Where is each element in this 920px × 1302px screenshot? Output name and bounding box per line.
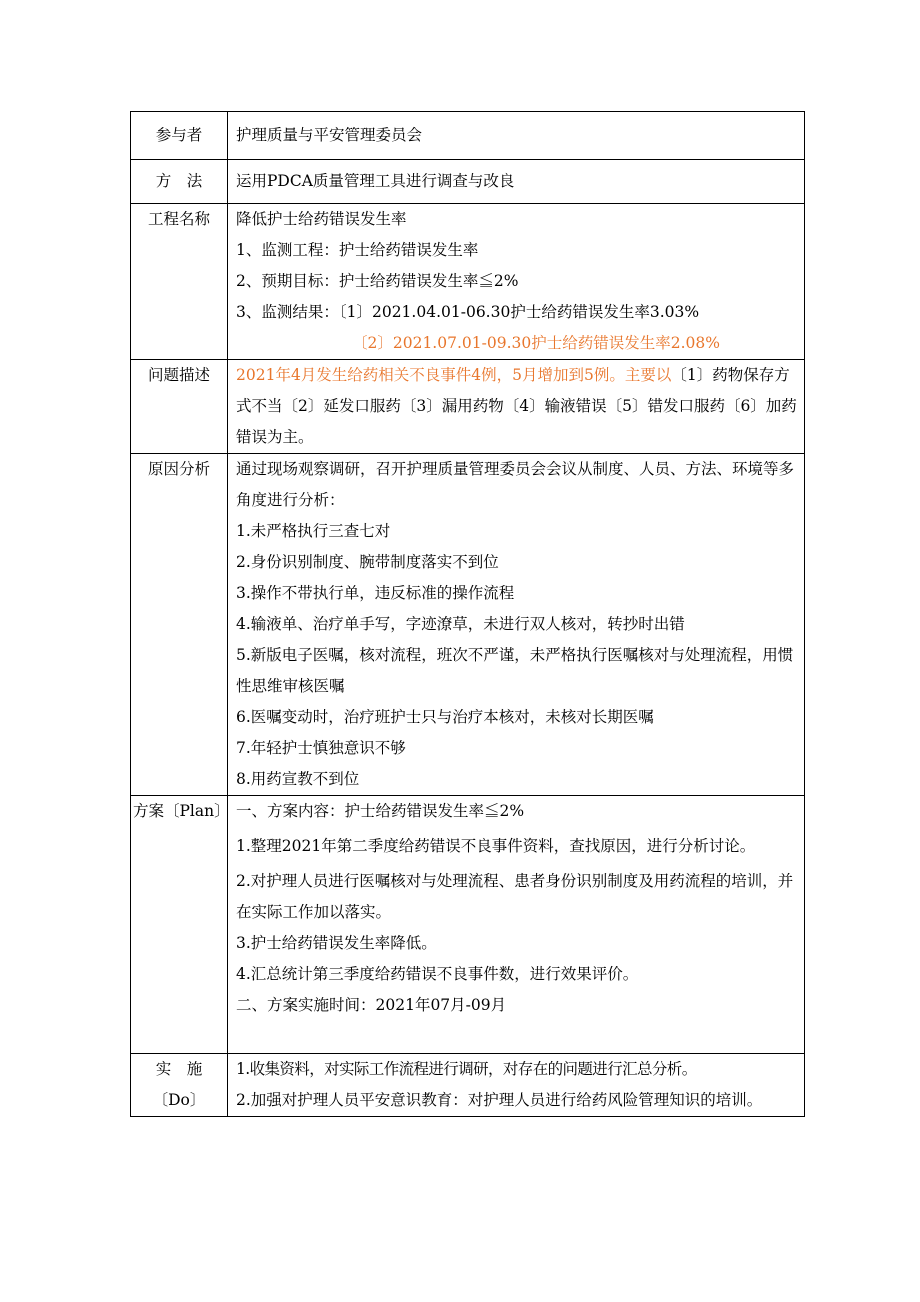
plan-item-3: 3.护士给药错误发生率降低。: [236, 934, 437, 952]
report-table: [130, 111, 805, 1117]
problem-highlight: 2021年4月发生给药相关不良事件4例，5月增加到5例。主要以: [236, 366, 672, 384]
row-participants: [131, 112, 805, 160]
do-item-1: 1.收集资料，对实际工作流程进行调研，对存在的问题进行汇总分析。: [236, 1060, 697, 1078]
plan-heading: 一、方案内容：护士给药错误发生率≦2%: [236, 802, 525, 820]
cause-item-2: 2.身份识别制度、腕带制度落实不到位: [236, 553, 499, 571]
project-title: 降低护士给药错误发生率: [236, 210, 407, 228]
cause-label: 原因分析: [131, 454, 228, 796]
plan-item-2: 2.对护理人员进行医嘱核对与处理流程、患者身份识别制度及用药流程的培训，并在实际工作加以落实。: [236, 872, 794, 921]
plan-item-1: 1.整理2021年第二季度给药错误不良事件资料，查找原因，进行分析讨论。: [236, 837, 756, 855]
project-content: [228, 204, 805, 360]
row-do: [131, 1054, 805, 1117]
do-label-bottom: 〔Do〕: [152, 1091, 206, 1109]
do-item-2: 2.加强对护理人员平安意识教育：对护理人员进行给药风险管理知识的培训。: [236, 1091, 763, 1109]
method-value: 运用PDCA质量管理工具进行调查与改良: [228, 160, 805, 204]
project-item-3: 3、监测结果：〔1〕2021.04.01-06.30护士给药错误发生率3.03%: [236, 303, 700, 321]
row-method: [131, 160, 805, 204]
row-cause: [131, 454, 805, 796]
plan-time: 二、方案实施时间：2021年07月-09月: [236, 996, 507, 1014]
participants-label: 参与者: [131, 112, 228, 160]
cause-item-5: 5.新版电子医嘱，核对流程，班次不严谨，未严格执行医嘱核对与处理流程，用惯性思维审核医嘱: [236, 646, 794, 695]
plan-item-4: 4.汇总统计第三季度给药错误不良事件数，进行效果评价。: [236, 965, 639, 983]
cause-content: [228, 454, 805, 796]
do-label: [131, 1054, 228, 1117]
row-problem: [131, 360, 805, 454]
do-content: [228, 1054, 805, 1117]
row-project: [131, 204, 805, 360]
cause-item-8: 8.用药宣教不到位: [236, 770, 360, 788]
plan-content: [228, 796, 805, 1054]
cause-item-3: 3.操作不带执行单，违反标准的操作流程: [236, 584, 515, 602]
cause-item-4: 4.输液单、治疗单手写，字迹潦草，未进行双人核对，转抄时出错: [236, 615, 685, 633]
cause-item-7: 7.年轻护士慎独意识不够: [236, 739, 406, 757]
plan-label: 方案〔Plan〕: [131, 796, 228, 1054]
problem-content: [228, 360, 805, 454]
cause-item-6: 6.医嘱变动时，治疗班护士只与治疗本核对，未核对长期医嘱: [236, 708, 654, 726]
problem-rest: 〔1〕药物保存方式不当〔2〕延发口服药〔3〕漏用药物〔4〕输液错误〔5〕错发口服药〔6〕加药错误为主。: [236, 366, 797, 446]
do-label-top: 实 施: [155, 1060, 203, 1078]
project-item-1: 1、监测工程：护士给药错误发生率: [236, 241, 479, 259]
cause-item-1: 1.未严格执行三查七对: [236, 522, 391, 540]
problem-label: 问题描述: [131, 360, 228, 454]
project-result-2: 〔2〕2021.07.01-09.30护士给药错误发生率2.08%: [352, 334, 720, 352]
row-plan: [131, 796, 805, 1054]
project-label: 工程名称: [131, 204, 228, 360]
participants-value: 护理质量与平安管理委员会: [228, 112, 805, 160]
cause-intro: 通过现场观察调研，召开护理质量管理委员会会议从制度、人员、方法、环境等多角度进行分析：: [236, 460, 795, 509]
project-item-2: 2、预期目标：护士给药错误发生率≦2%: [236, 272, 519, 290]
method-label: 方 法: [131, 160, 228, 204]
